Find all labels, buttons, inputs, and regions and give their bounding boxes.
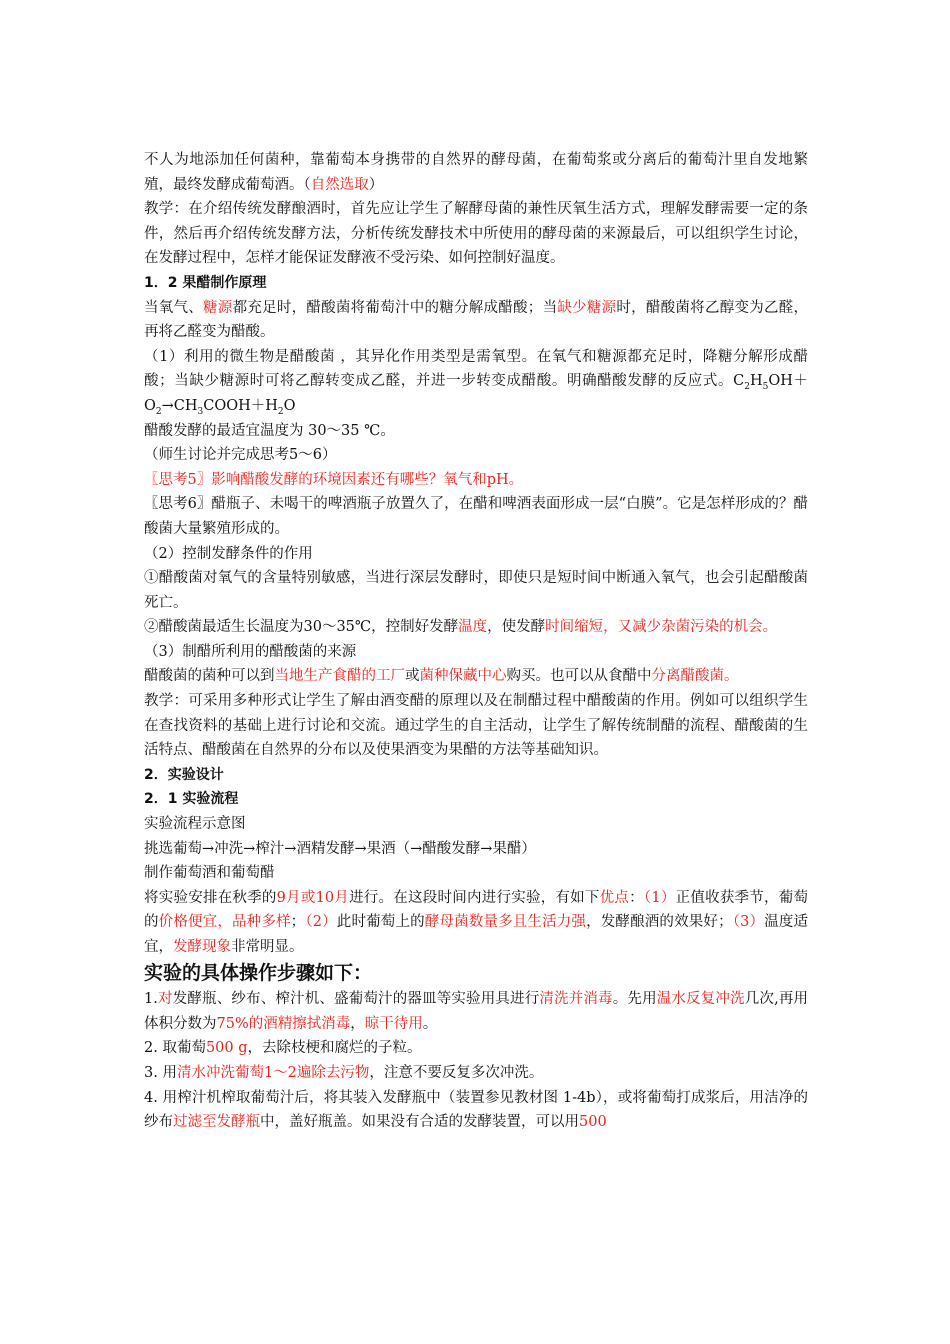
highlight-text: 温水反复冲洗	[656, 991, 745, 1008]
text-run: 2. 取葡萄	[144, 1040, 206, 1057]
text-run: →CH	[161, 397, 198, 414]
text-run: 当氧气、	[144, 299, 204, 316]
text-run: 中，盖好瓶盖。如果没有合适的发酵装置，可以用	[260, 1114, 579, 1131]
text-run: 此时葡萄上的	[336, 914, 425, 931]
highlight-text: 500	[579, 1114, 607, 1131]
text-run: 挑选葡萄→冲洗→榨汁→酒精发酵→果酒（→醋酸发酵→果醋）	[144, 840, 536, 857]
text-run: （3）制醋所利用的醋酸菌的来源	[144, 643, 357, 660]
paragraph	[144, 837, 808, 862]
text-run: 时，醋酸菌将乙醇变为乙醛，再将乙醛变为醋酸。	[144, 299, 809, 341]
highlight-text: 糖源	[203, 299, 233, 316]
highlight-text: 清洗并消毒	[539, 991, 613, 1008]
text-run: 2．1 实验流程	[144, 791, 239, 808]
text-run: 温度适宜，	[144, 914, 809, 955]
highlight-text: 当地生产食醋的工厂	[274, 668, 405, 685]
highlight-text: 时间缩短，又减少杂菌污染的机会。	[545, 619, 778, 636]
text-run: 几次,再用体积分数为	[144, 991, 809, 1032]
text-run: （师生讨论并完成思考5～6）	[144, 447, 337, 464]
highlight-text: （1）	[643, 889, 676, 906]
highlight-text: 过滤至发酵瓶	[173, 1114, 260, 1131]
text-run: 非常明显。	[231, 939, 304, 955]
highlight-text: 〖思考5〗影响醋酸发酵的环境因素还有哪些？氧气和pH。	[144, 471, 524, 488]
highlight-text: 自然选取	[310, 176, 369, 193]
text-run: 〖思考6〗醋瓶子、未喝干的啤酒瓶子放置久了，在醋和啤酒表面形成一层“白膜”。它是怎样形成的？醋酸菌大量繁殖形成的。	[144, 496, 808, 537]
text-run: OH＋O	[144, 373, 808, 414]
highlight-text: 分离醋酸菌。	[651, 668, 739, 685]
paragraph	[144, 812, 808, 837]
paragraph	[144, 787, 808, 812]
paragraph	[144, 148, 808, 197]
paragraph	[144, 861, 808, 886]
subscript-text: 2	[744, 382, 750, 393]
highlight-text: 对	[157, 991, 173, 1008]
highlight-text: 价格便宜，品种多样	[158, 914, 291, 931]
text-run: ；	[290, 914, 306, 931]
text-run: 教学：在介绍传统发酵酿酒时，首先应让学生了解酵母菌的兼性厌氧生活方式，理解发酵需要一定的条件，然后再介绍传统发酵方法，分析传统发酵技术中所使用的酵母菌的来源最后，可以组织学生讨论，在发酵过程中，怎样才能保证发酵液不受污染、如何控制好温度。	[144, 201, 808, 267]
text-run: ）	[368, 176, 384, 193]
text-run: 实验的具体操作步骤如下：	[144, 961, 373, 984]
text-run: 发酵瓶、纱布、榨汁机、盛葡萄汁的器皿等实验用具进行	[172, 991, 540, 1008]
text-run: （1）利用的微生物是醋酸菌 ，其异化作用类型是需氧型。在氧气和糖源都充足时，降糖分解形成醋酸；当缺少糖源时可将乙醇转变成乙醛，并进一步转变成醋酸。明确醋酸发酵的反应式。C	[144, 348, 808, 390]
text-run: 。	[422, 1015, 438, 1032]
highlight-text: 9月或10月	[276, 889, 350, 906]
text-run: 制作葡萄酒和葡萄醋	[144, 865, 275, 882]
text-run: 醋酸发酵的最适宜温度为 30～35 ℃。	[144, 422, 395, 439]
text-run: ②醋酸菌最适生长温度为30～35℃，控制好发酵	[144, 619, 459, 636]
paragraph	[144, 271, 808, 296]
highlight-text: 发酵现象	[173, 939, 231, 955]
text-run: ，去除枝梗和腐烂的子粒。	[247, 1040, 422, 1057]
text-run: ：	[629, 889, 644, 906]
text-run: ①醋酸菌对氧气的含量特别敏感，当进行深层发酵时，即使只是短时间中断通入氧气，也会引起醋酸菌死亡。	[144, 570, 808, 611]
paragraph	[144, 886, 808, 960]
text-run: 1．2 果醋制作原理	[144, 274, 267, 291]
paragraph	[144, 296, 808, 345]
paragraph	[144, 468, 808, 493]
document-body	[144, 148, 808, 1135]
paragraph	[144, 763, 808, 788]
paragraph	[144, 197, 808, 271]
highlight-text: 晾干待用	[364, 1015, 423, 1032]
highlight-text: （2）	[305, 914, 337, 931]
text-run: 正值收获季节，葡萄的	[144, 889, 809, 931]
paragraph	[144, 689, 808, 763]
text-run: ，	[350, 1015, 365, 1032]
highlight-text: 500 g	[205, 1040, 248, 1057]
text-run: 3. 用	[144, 1064, 177, 1081]
paragraph	[144, 640, 808, 665]
paragraph	[144, 664, 808, 689]
text-run: 1.	[144, 991, 158, 1008]
text-run: 不人为地添加任何菌种，靠葡萄本身携带的自然界的酵母菌，在葡萄浆或分离后的葡萄汁里自发地繁殖，最终发酵成葡萄酒。（	[144, 152, 808, 193]
paragraph	[144, 419, 808, 444]
paragraph	[144, 960, 808, 988]
subscript-text: 5	[762, 382, 769, 393]
subscript-text: 2	[277, 406, 284, 417]
paragraph	[144, 1086, 808, 1135]
text-run: 购买。也可以从食醋中	[506, 668, 652, 685]
text-run: 教学：可采用多种形式让学生了解由酒变醋的原理以及在制醋过程中醋酸菌的作用。例如可以组织学生在查找资料的基础上进行讨论和交流。通过学生的自主活动，让学生了解传统制醋的流程、醋酸菌的生活特点、醋酸菌在自然界的分布以及使果酒变为果醋的方法等基础知识。	[144, 693, 808, 759]
text-run: ，发酵酿酒的效果好；	[586, 914, 733, 931]
text-run: COOH＋H	[203, 397, 278, 414]
highlight-text: 缺少糖源	[557, 299, 617, 316]
paragraph	[144, 1061, 808, 1086]
text-run: H	[749, 373, 763, 390]
paragraph	[144, 1036, 808, 1061]
text-run: 将实验安排在秋季的	[144, 889, 277, 906]
text-run: 2．实验设计	[144, 766, 224, 783]
text-run: 。先用	[612, 991, 657, 1008]
paragraph	[144, 615, 808, 640]
text-run: 4. 用榨汁机榨取葡萄汁后，将其装入发酵瓶中（装置参见教材图 1-4b），或将葡萄打成浆后，用洁净的纱布	[144, 1089, 808, 1131]
text-run: ，注意不要反复多次冲洗。	[369, 1064, 544, 1081]
paragraph	[144, 987, 808, 1036]
text-run: O	[283, 397, 296, 414]
subscript-text: 3	[197, 406, 204, 417]
paragraph	[144, 542, 808, 567]
paragraph	[144, 566, 808, 615]
highlight-text: 温度	[458, 619, 488, 636]
text-run: 醋酸菌的菌种可以到	[144, 668, 275, 685]
text-run: 实验流程示意图	[144, 816, 246, 833]
highlight-text: 75%的酒精擦拭消毒	[216, 1015, 351, 1032]
text-run: 都充足时，醋酸菌将葡萄汁中的糖分解成醋酸；当	[232, 299, 558, 316]
text-run: （2）控制发酵条件的作用	[144, 545, 313, 562]
subscript-text: 2	[155, 406, 162, 417]
text-run: ，使发酵	[487, 619, 546, 636]
paragraph	[144, 443, 808, 468]
highlight-text: 菌种保藏中心	[419, 668, 507, 685]
highlight-text: 清水冲洗葡萄1～2遍除去污物	[176, 1064, 370, 1081]
highlight-text: （3）	[732, 914, 765, 931]
text-run: 或	[405, 668, 420, 685]
text-run: 进行。在这段时间内进行实验，有如下	[349, 889, 600, 906]
paragraph	[144, 345, 808, 419]
paragraph	[144, 492, 808, 541]
highlight-text: 优点	[599, 889, 630, 906]
highlight-text: 酵母菌数量多且生活力强	[424, 914, 587, 931]
